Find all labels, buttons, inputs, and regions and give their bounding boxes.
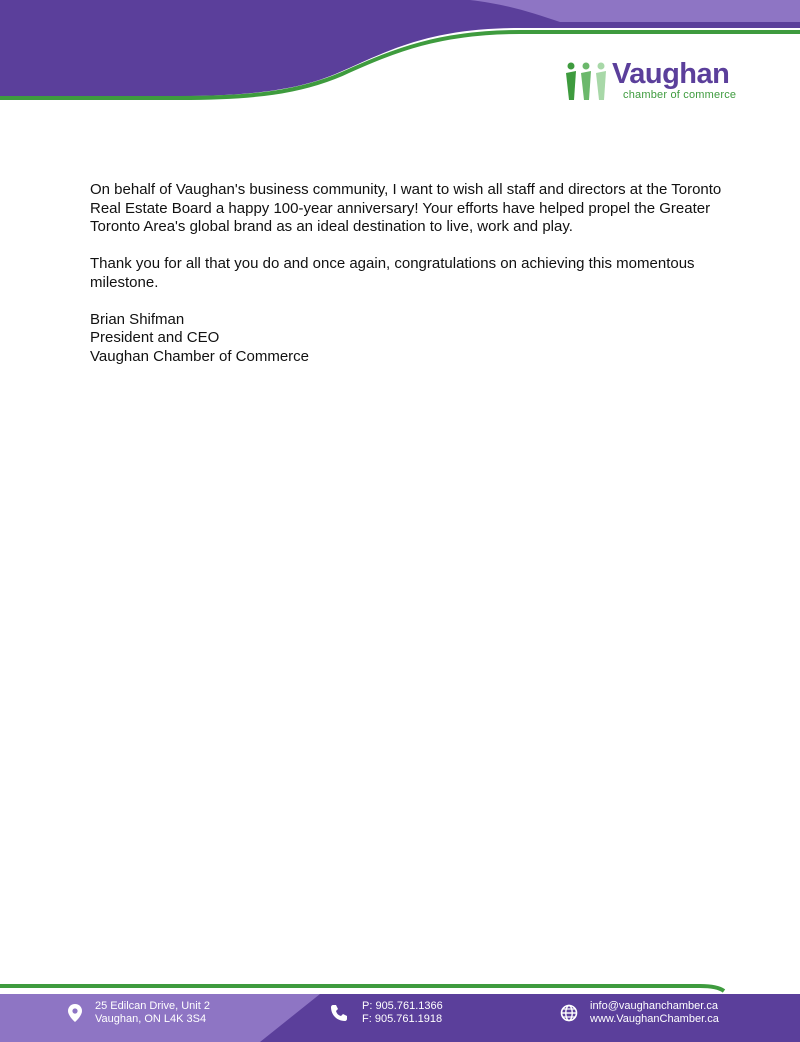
- signatory-title: President and CEO: [90, 329, 220, 346]
- phone-icon: [330, 1004, 348, 1022]
- footer-web: [590, 1000, 719, 1026]
- globe-icon: [560, 1004, 578, 1022]
- chamber-logo: [562, 58, 742, 102]
- address-line-1: 25 Edilcan Drive, Unit 2: [95, 1000, 210, 1012]
- footer-phone: [362, 1000, 443, 1026]
- fax-number: F: 905.761.1918: [362, 1013, 443, 1025]
- signatory-name: Brian Shifman: [90, 310, 185, 328]
- email-link[interactable]: info@vaughanchamber.ca: [590, 1000, 718, 1012]
- phone-number: P: 905.761.1366: [362, 1000, 443, 1012]
- logo-tagline: chamber of commerce: [623, 89, 737, 101]
- letter-body: [90, 181, 730, 366]
- website-link[interactable]: www.VaughanChamber.ca: [590, 1013, 719, 1025]
- letter-paragraph: Thank you for all that you do and once again, congratulations on achieving this momentous milestone.: [90, 255, 695, 291]
- people-logo-icon: [562, 60, 610, 100]
- signatory-organization: Vaughan Chamber of Commerce: [90, 347, 309, 365]
- location-pin-icon: [68, 1004, 82, 1022]
- logo-name: Vaughan: [612, 58, 730, 90]
- address-line-2: Vaughan, ON L4K 3S4: [95, 1013, 207, 1025]
- letter-paragraph: On behalf of Vaughan's business community, I want to wish all staff and directors at the Toronto Real Estate Board a happy 100-year anniversary! Your efforts have helped propel the Greater Toronto Area's global brand as an ideal destination to live, work and play.: [90, 181, 722, 235]
- signature-block: [90, 311, 730, 367]
- footer-address: [95, 1000, 210, 1026]
